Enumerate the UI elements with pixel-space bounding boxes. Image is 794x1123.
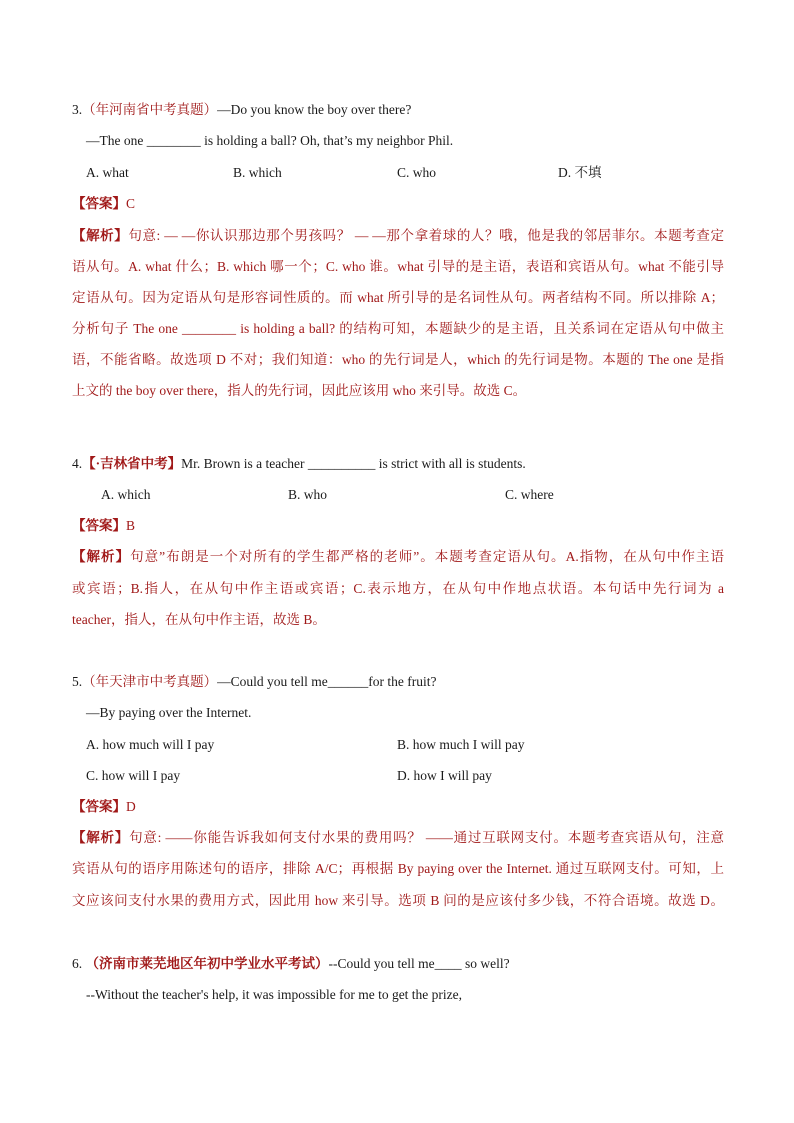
q3-option-a: A. what <box>86 165 129 180</box>
q5-option-b: B. how much I will pay <box>397 737 525 752</box>
q6-stem-line1: --Could you tell me____ so well? <box>328 956 510 971</box>
q4-option-a: A. which <box>101 487 151 502</box>
q3-analysis-line: 上文的 the boy over there，指人的先行词，因此应该用 who 来引导。故选 C。 <box>72 383 527 398</box>
q3-heading <box>72 100 724 120</box>
q5-analysis-line: 文应该问支付水果的费用方式，因此用 how 来引导。选项 B 问的是应该付多少钱，不符合语境。故选 D。 <box>72 893 724 908</box>
q3-analysis-label: 【解析】 <box>72 228 129 243</box>
q5-number: 5. <box>72 674 83 689</box>
q5-analysis-line: 宾语从句的语序用陈述句的语序，排除 A/C；再根据 By paying over the Internet. 通过互联网支付。可知，上 <box>72 861 724 876</box>
q3-stem-line1: —Do you know the boy over there? <box>217 102 412 117</box>
q3-number: 3. <box>72 102 83 117</box>
q5-answer <box>72 797 724 817</box>
q3-stem-line2: —The one ________ is holding a ball? Oh, that’s my neighbor Phil. <box>86 133 454 148</box>
q4-option-c: C. where <box>505 487 554 502</box>
q3-answer-label: 【答案】 <box>72 196 126 211</box>
q4-analysis-label: 【解析】 <box>72 549 131 564</box>
q5-option-c: C. how will I pay <box>86 768 181 783</box>
q3-answer <box>72 194 724 214</box>
q6-source: （济南市莱芜地区年初中学业水平考试） <box>85 956 329 971</box>
q3-analysis-line: 语，不能省略。故选项 D 不对；我们知道：who 的先行词是人，which 的先行词是物。本题的 The one 是指 <box>72 352 724 367</box>
q4-analysis-line: 【解析】句意”布朗是一个对所有的学生都严格的老师”。本题考查定语从句。A.指物，在从句中作主语 <box>72 549 724 564</box>
q3-analysis-line: 语从句。A. what 什么；B. which 哪一个；C. who 谁。what 引导的是主语，表语和宾语从句。what 不能引导 <box>72 259 724 274</box>
q6-stem-line2: --Without the teacher's help, it was impossible for me to get the prize, <box>86 987 463 1002</box>
q3-option-b: B. which <box>233 165 282 180</box>
q3-analysis-line: 分析句子 The one ________ is holding a ball? 的结构可知，本题缺少的是主语，且关系词在定语从句中做主 <box>72 321 724 336</box>
q5-source: （年天津市中考真题） <box>82 674 218 689</box>
q5-option-d: D. how I will pay <box>397 768 492 783</box>
q5-analysis-label: 【解析】 <box>72 830 130 845</box>
q4-stem: Mr. Brown is a teacher __________ is strict with all is students. <box>181 456 526 471</box>
q4-heading <box>72 454 724 474</box>
q4-option-b: B. who <box>288 487 328 502</box>
q6-heading <box>72 954 724 974</box>
q5-answer-value: D <box>126 799 136 814</box>
q5-stem-line2: —By paying over the Internet. <box>86 705 252 720</box>
q3-source: （年河南省中考真题） <box>82 102 218 117</box>
q5-option-a: A. how much will I pay <box>86 737 215 752</box>
q4-number: 4. <box>72 456 83 471</box>
q4-analysis-line: 或宾语；B.指人，在从句中作主语或宾语；C.表示地方，在从句中作地点状语。本句话中先行词为 a <box>72 581 724 596</box>
q3-option-c: C. who <box>397 165 437 180</box>
q3-analysis-line: 定语从句。因为定语从句是形容词性质的。而 what 所引导的是名词性从句。两者结构不同。所以排除 A； <box>72 290 724 305</box>
q3-answer-value: C <box>126 196 136 211</box>
q3-analysis-line: 【解析】句意: — —你认识那边那个男孩吗？ — —那个拿着球的人？哦，他是我的邻居菲尔。本题考查定 <box>72 228 725 243</box>
q4-source: 【·吉林省中考】 <box>82 456 182 471</box>
q5-answer-label: 【答案】 <box>72 799 126 814</box>
q4-analysis-line: teacher，指人，在从句中作主语，故选 B。 <box>72 612 326 627</box>
q4-answer-value: B <box>126 518 136 533</box>
q5-analysis-line: 【解析】句意: ——你能告诉我如何支付水果的费用吗？ ——通过互联网支付。本题考查宾语从句，注意 <box>72 830 725 845</box>
q6-number: 6. <box>72 956 83 971</box>
q4-answer-label: 【答案】 <box>72 518 126 533</box>
q5-stem-line1: —Could you tell me______for the fruit? <box>217 674 437 689</box>
q4-answer <box>72 516 724 536</box>
q5-heading <box>72 672 724 692</box>
q3-option-d: D. 不填 <box>558 165 602 180</box>
